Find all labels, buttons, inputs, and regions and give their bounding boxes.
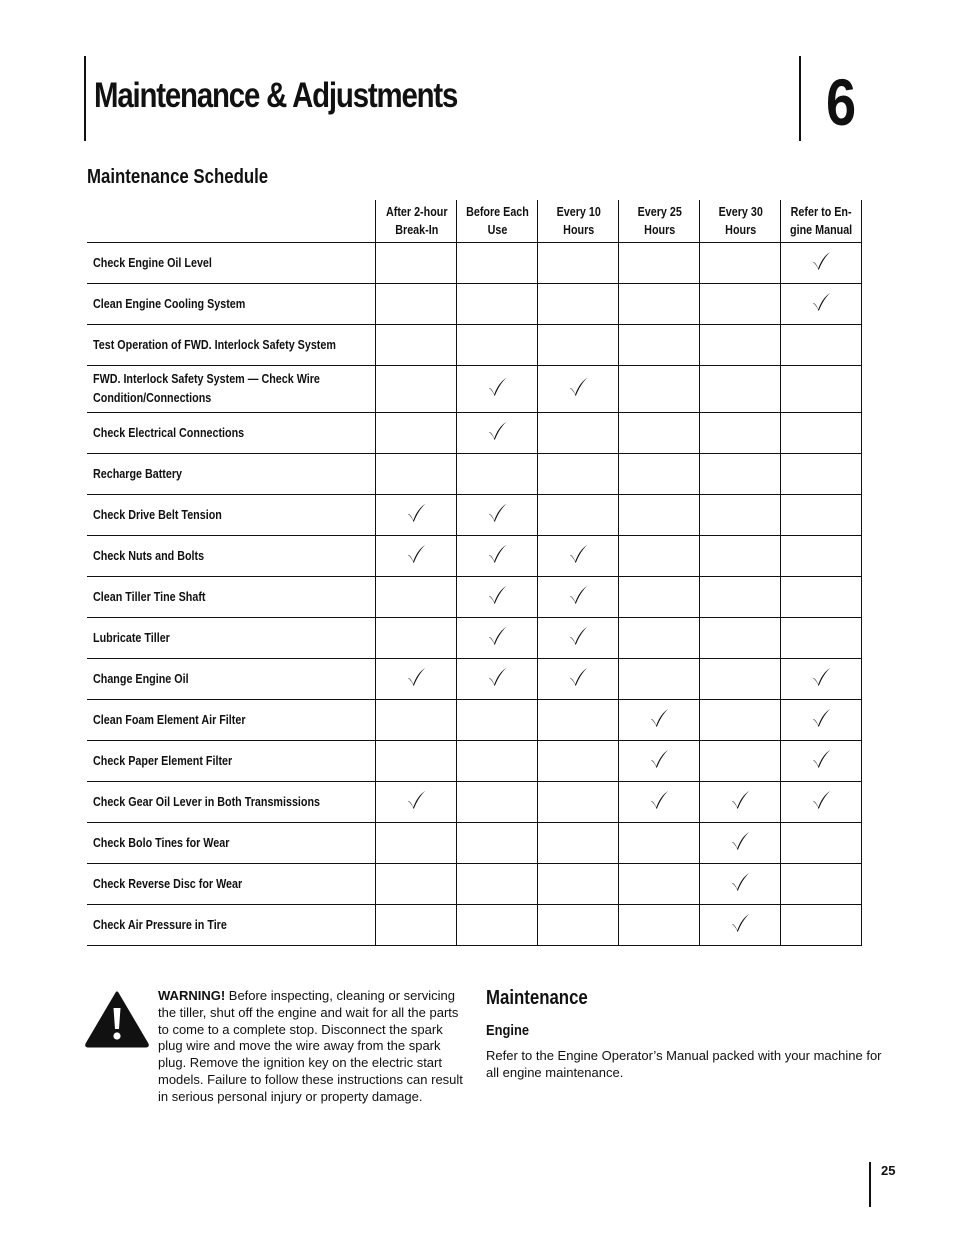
schedule-cell <box>376 536 457 577</box>
schedule-cell <box>619 741 700 782</box>
task-cell <box>87 659 376 700</box>
schedule-cell <box>538 618 619 659</box>
task-label-line: Check Bolo Tines for Wear <box>93 835 230 850</box>
schedule-cell <box>376 454 457 495</box>
task-label <box>93 629 170 648</box>
checkmark-icon <box>486 625 508 647</box>
column-header-line: gine Manual <box>790 223 853 237</box>
schedule-cell <box>781 495 862 536</box>
warning-triangle-icon <box>84 990 150 1048</box>
schedule-cell <box>700 284 781 325</box>
checkmark-icon <box>810 291 832 313</box>
column-header-line: Every 30 <box>718 205 763 219</box>
engine-subheading: Engine <box>486 1022 530 1039</box>
checkmark-icon <box>810 748 832 770</box>
task-label <box>93 465 182 484</box>
task-label <box>93 875 242 894</box>
schedule-cell <box>781 536 862 577</box>
schedule-cell <box>781 243 862 284</box>
schedule-cell <box>781 700 862 741</box>
task-label-line: Lubricate Tiller <box>93 630 170 645</box>
maintenance-heading: Maintenance <box>486 987 588 1009</box>
schedule-cell <box>538 366 619 413</box>
schedule-cell <box>619 366 700 413</box>
checkmark-icon <box>486 666 508 688</box>
schedule-cell <box>619 618 700 659</box>
task-cell <box>87 495 376 536</box>
schedule-cell <box>619 864 700 905</box>
checkmark-icon <box>405 666 427 688</box>
schedule-cell <box>376 618 457 659</box>
task-cell <box>87 823 376 864</box>
schedule-cell <box>781 659 862 700</box>
column-header-line: Hours <box>643 223 676 237</box>
schedule-cell <box>376 782 457 823</box>
task-label <box>93 752 232 771</box>
schedule-cell <box>619 413 700 454</box>
checkmark-icon <box>486 584 508 606</box>
chapter-number-rule <box>799 56 801 141</box>
schedule-cell <box>619 782 700 823</box>
task-label <box>93 834 229 853</box>
schedule-cell <box>700 823 781 864</box>
task-label <box>93 336 336 355</box>
task-column-header <box>87 200 376 243</box>
warning-text <box>158 988 470 1106</box>
schedule-title: Maintenance Schedule <box>87 166 269 188</box>
schedule-cell <box>700 366 781 413</box>
task-label-line: Check Reverse Disc for Wear <box>93 876 243 891</box>
schedule-cell <box>619 577 700 618</box>
schedule-cell <box>457 243 538 284</box>
task-cell <box>87 741 376 782</box>
schedule-cell <box>700 782 781 823</box>
task-cell <box>87 782 376 823</box>
schedule-cell <box>538 823 619 864</box>
schedule-cell <box>538 243 619 284</box>
schedule-cell <box>457 864 538 905</box>
schedule-cell <box>619 823 700 864</box>
task-label <box>93 506 222 525</box>
schedule-cell <box>376 864 457 905</box>
schedule-cell <box>781 864 862 905</box>
schedule-cell <box>619 495 700 536</box>
schedule-cell <box>457 618 538 659</box>
schedule-cell <box>781 413 862 454</box>
checkmark-icon <box>405 502 427 524</box>
schedule-cell <box>457 495 538 536</box>
task-label-line: Check Air Pressure in Tire <box>93 917 227 932</box>
checkmark-icon <box>567 543 589 565</box>
checkmark-icon <box>810 707 832 729</box>
column-header-line: Refer to En- <box>790 205 852 219</box>
schedule-cell <box>619 454 700 495</box>
schedule-cell <box>376 325 457 366</box>
schedule-cell <box>700 905 781 946</box>
schedule-row <box>87 782 862 823</box>
schedule-cell <box>538 454 619 495</box>
chapter-left-rule <box>84 56 86 141</box>
checkmark-icon <box>648 707 670 729</box>
task-label <box>93 424 244 443</box>
schedule-cell <box>457 905 538 946</box>
checkmark-icon <box>810 666 832 688</box>
schedule-column-header <box>376 200 457 243</box>
schedule-cell <box>781 454 862 495</box>
schedule-row <box>87 243 862 284</box>
schedule-cell <box>700 536 781 577</box>
task-label-line: Check Paper Element Filter <box>93 753 233 768</box>
schedule-cell <box>619 536 700 577</box>
checkmark-icon <box>567 625 589 647</box>
schedule-cell <box>700 618 781 659</box>
schedule-row <box>87 284 862 325</box>
schedule-cell <box>538 325 619 366</box>
checkmark-icon <box>648 748 670 770</box>
column-header-label <box>466 203 529 239</box>
schedule-row <box>87 700 862 741</box>
schedule-cell <box>538 659 619 700</box>
task-label-line: Condition/Connections <box>93 391 212 405</box>
checkmark-icon <box>729 912 751 934</box>
checkmark-icon <box>405 789 427 811</box>
schedule-cell <box>781 741 862 782</box>
task-cell <box>87 618 376 659</box>
task-label-line: Check Electrical Connections <box>93 425 245 440</box>
schedule-row <box>87 366 862 413</box>
schedule-cell <box>700 325 781 366</box>
task-label-line: Check Nuts and Bolts <box>93 548 205 563</box>
checkmark-icon <box>567 376 589 398</box>
schedule-cell <box>538 700 619 741</box>
schedule-column-header <box>538 200 619 243</box>
schedule-row <box>87 741 862 782</box>
schedule-cell <box>457 366 538 413</box>
task-cell <box>87 243 376 284</box>
task-label <box>93 793 320 812</box>
checkmark-icon <box>486 543 508 565</box>
schedule-column-header <box>619 200 700 243</box>
checkmark-icon <box>486 502 508 524</box>
schedule-cell <box>700 741 781 782</box>
chapter-number: 6 <box>826 65 857 139</box>
chapter-title: Maintenance & Adjustments <box>94 76 458 115</box>
schedule-cell <box>457 782 538 823</box>
schedule-cell <box>781 366 862 413</box>
task-cell <box>87 536 376 577</box>
schedule-cell <box>619 905 700 946</box>
column-header-line: Every 10 <box>556 205 601 219</box>
checkmark-icon <box>729 830 751 852</box>
schedule-cell <box>700 243 781 284</box>
checkmark-icon <box>405 543 427 565</box>
schedule-cell <box>781 325 862 366</box>
schedule-cell <box>700 413 781 454</box>
task-label <box>93 588 206 607</box>
task-cell <box>87 864 376 905</box>
schedule-cell <box>457 659 538 700</box>
schedule-cell <box>457 577 538 618</box>
schedule-cell <box>538 577 619 618</box>
task-label <box>93 370 320 408</box>
task-label-line: Check Engine Oil Level <box>93 255 212 270</box>
schedule-row <box>87 454 862 495</box>
schedule-cell <box>376 243 457 284</box>
page-number: 25 <box>881 1163 896 1178</box>
warning-body: Before inspecting, cleaning or servicing the tiller, shut off the engine and wait for all the parts to come to a complete stop. Disconnect the spark plug wire and move the wire away from the spark plug. Remove the ignition key on the electric start models. Failure to follow these instructions can result in serious personal injury or property damage. <box>158 988 463 1104</box>
schedule-column-header <box>457 200 538 243</box>
schedule-cell <box>376 741 457 782</box>
task-cell <box>87 577 376 618</box>
checkmark-icon <box>648 789 670 811</box>
schedule-cell <box>457 823 538 864</box>
schedule-cell <box>376 659 457 700</box>
task-label-line: Check Drive Belt Tension <box>93 507 222 522</box>
schedule-cell <box>781 284 862 325</box>
schedule-cell <box>700 864 781 905</box>
column-header-line: After 2-hour <box>385 205 448 219</box>
schedule-cell <box>457 700 538 741</box>
schedule-cell <box>781 782 862 823</box>
task-label-line: Clean Foam Element Air Filter <box>93 712 246 727</box>
schedule-cell <box>457 454 538 495</box>
schedule-row <box>87 413 862 454</box>
schedule-cell <box>700 577 781 618</box>
warning-label: WARNING! <box>158 988 226 1003</box>
schedule-cell <box>538 413 619 454</box>
schedule-cell <box>619 659 700 700</box>
checkmark-icon <box>810 250 832 272</box>
schedule-cell <box>538 536 619 577</box>
task-cell <box>87 366 376 413</box>
task-cell <box>87 413 376 454</box>
column-header-label <box>386 203 448 239</box>
task-cell <box>87 700 376 741</box>
column-header-line: Every 25 <box>637 205 682 219</box>
column-header-label <box>637 203 681 239</box>
schedule-row <box>87 823 862 864</box>
column-header-label <box>556 203 600 239</box>
schedule-cell <box>619 700 700 741</box>
task-label-line: Recharge Battery <box>93 466 183 481</box>
schedule-cell <box>781 577 862 618</box>
schedule-cell <box>700 495 781 536</box>
task-label-line: FWD. Interlock Safety System — Check Wire <box>93 372 320 386</box>
column-header-line: Hours <box>724 223 757 237</box>
schedule-row <box>87 577 862 618</box>
schedule-cell <box>700 659 781 700</box>
checkmark-icon <box>486 420 508 442</box>
checkmark-icon <box>486 376 508 398</box>
schedule-cell <box>376 495 457 536</box>
task-label-line: Check Gear Oil Lever in Both Transmissions <box>93 794 321 809</box>
schedule-cell <box>376 700 457 741</box>
task-label <box>93 916 227 935</box>
schedule-cell <box>700 700 781 741</box>
schedule-row <box>87 864 862 905</box>
schedule-row <box>87 905 862 946</box>
task-label <box>93 254 212 273</box>
column-header-line: Use <box>487 223 508 237</box>
task-label-line: Clean Engine Cooling System <box>93 296 246 311</box>
schedule-cell <box>619 325 700 366</box>
schedule-cell <box>781 618 862 659</box>
task-label <box>93 711 246 730</box>
schedule-cell <box>457 284 538 325</box>
schedule-cell <box>376 905 457 946</box>
task-label-line: Clean Tiller Tine Shaft <box>93 589 206 604</box>
column-header-line: Break-In <box>394 223 438 237</box>
schedule-cell <box>457 741 538 782</box>
schedule-cell <box>457 413 538 454</box>
schedule-column-header <box>781 200 862 243</box>
task-label-line: Test Operation of FWD. Interlock Safety System <box>93 337 336 352</box>
column-header-label <box>790 203 852 239</box>
checkmark-icon <box>810 789 832 811</box>
engine-paragraph: Refer to the Engine Operator’s Manual packed with your machine for all engine maintenance. <box>486 1048 882 1080</box>
schedule-cell <box>376 366 457 413</box>
schedule-column-header <box>700 200 781 243</box>
schedule-cell <box>457 325 538 366</box>
schedule-row <box>87 618 862 659</box>
task-cell <box>87 284 376 325</box>
schedule-cell <box>700 454 781 495</box>
schedule-row <box>87 536 862 577</box>
schedule-header-row <box>87 200 862 243</box>
task-label-line: Change Engine Oil <box>93 671 189 686</box>
page-number-rule <box>869 1162 871 1207</box>
column-header-label <box>718 203 762 239</box>
schedule-body <box>87 243 862 946</box>
schedule-cell <box>538 864 619 905</box>
schedule-cell <box>376 284 457 325</box>
task-cell <box>87 905 376 946</box>
maintenance-schedule-table <box>87 200 862 946</box>
column-header-line: Hours <box>562 223 595 237</box>
schedule-cell <box>781 905 862 946</box>
checkmark-icon <box>567 666 589 688</box>
schedule-row <box>87 659 862 700</box>
schedule-cell <box>538 284 619 325</box>
task-label <box>93 670 189 689</box>
checkmark-icon <box>729 871 751 893</box>
schedule-cell <box>781 823 862 864</box>
schedule-row <box>87 325 862 366</box>
schedule-cell <box>376 413 457 454</box>
task-cell <box>87 325 376 366</box>
schedule-cell <box>376 823 457 864</box>
schedule-cell <box>619 243 700 284</box>
schedule-cell <box>538 741 619 782</box>
schedule-cell <box>538 905 619 946</box>
schedule-cell <box>457 536 538 577</box>
checkmark-icon <box>729 789 751 811</box>
task-cell <box>87 454 376 495</box>
schedule-cell <box>538 782 619 823</box>
task-label <box>93 295 245 314</box>
schedule-cell <box>619 284 700 325</box>
schedule-row <box>87 495 862 536</box>
checkmark-icon <box>567 584 589 606</box>
task-label <box>93 547 204 566</box>
schedule-cell <box>376 577 457 618</box>
schedule-cell <box>538 495 619 536</box>
column-header-line: Before Each <box>466 205 529 219</box>
